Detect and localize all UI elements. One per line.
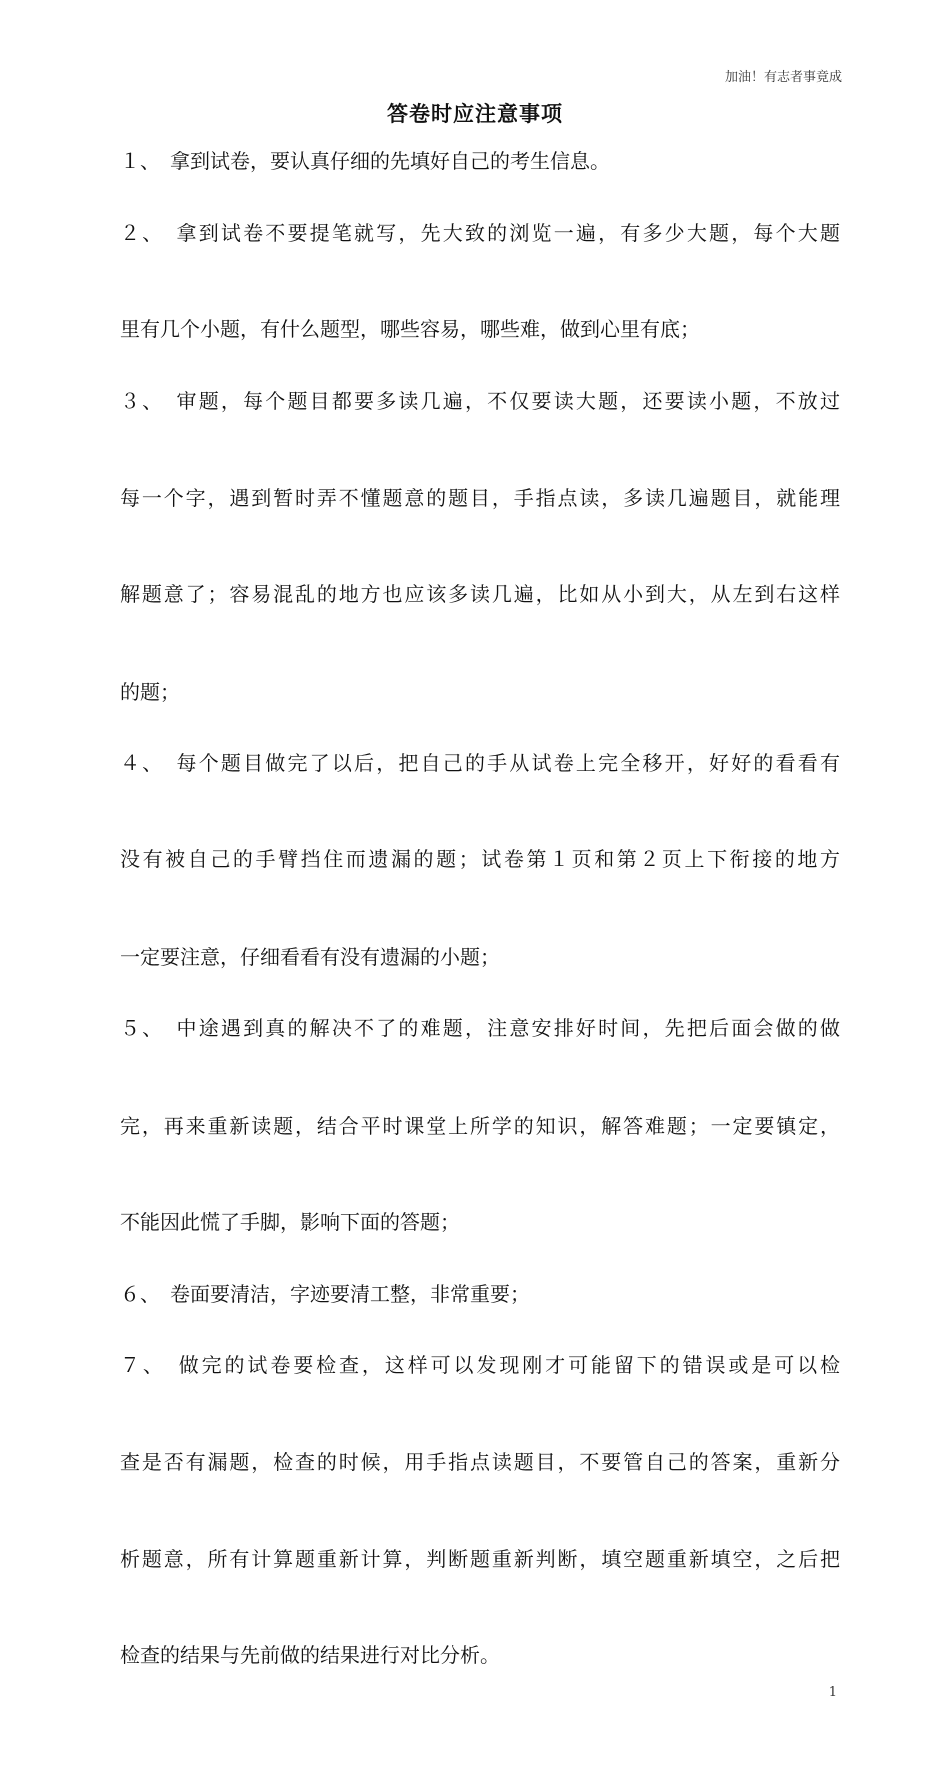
text-line: ５、 中途遇到真的解决不了的难题，注意安排好时间，先把后面会做的做 xyxy=(120,1016,840,1040)
text-line: 每一个字，遇到暂时弄不懂题意的题目，手指点读，多读几遍题目，就能理 xyxy=(120,486,840,510)
header-slogan: 加油！有志者事竟成 xyxy=(724,70,842,85)
text-line: 一定要注意，仔细看看有没有遗漏的小题； xyxy=(120,945,500,969)
text-line: ７、 做完的试卷要检查，这样可以发现刚才可能留下的错误或是可以检 xyxy=(120,1353,840,1377)
page-number: 1 xyxy=(828,1685,837,1700)
text-line: 解题意了；容易混乱的地方也应该多读几遍，比如从小到大，从左到右这样 xyxy=(120,582,840,606)
text-line: 检查的结果与先前做的结果进行对比分析。 xyxy=(120,1643,500,1667)
text-line: ３、 审题，每个题目都要多读几遍，不仅要读大题，还要读小题，不放过 xyxy=(120,389,840,413)
text-line: ２、 拿到试卷不要提笔就写，先大致的浏览一遍，有多少大题，每个大题 xyxy=(120,221,840,245)
text-line: 查是否有漏题，检查的时候，用手指点读题目，不要管自己的答案，重新分 xyxy=(120,1450,840,1474)
text-line: 不能因此慌了手脚，影响下面的答题； xyxy=(120,1210,460,1234)
text-line: 没有被自己的手臂挡住而遗漏的题；试卷第１页和第２页上下衔接的地方 xyxy=(120,847,840,871)
text-line: ４、 每个题目做完了以后，把自己的手从试卷上完全移开，好好的看看有 xyxy=(120,751,840,775)
text-line: 里有几个小题，有什么题型，哪些容易，哪些难，做到心里有底； xyxy=(120,317,700,341)
document-title: 答卷时应注意事项 xyxy=(387,101,563,126)
text-line: ６、 卷面要清洁，字迹要清工整，非常重要； xyxy=(120,1282,530,1306)
text-line: １、 拿到试卷，要认真仔细的先填好自己的考生信息。 xyxy=(120,149,610,173)
text-line: 完，再来重新读题，结合平时课堂上所学的知识，解答难题；一定要镇定， xyxy=(120,1114,840,1138)
text-line: 的题； xyxy=(120,680,180,704)
text-line: 析题意，所有计算题重新计算，判断题重新判断，填空题重新填空，之后把 xyxy=(120,1547,840,1571)
